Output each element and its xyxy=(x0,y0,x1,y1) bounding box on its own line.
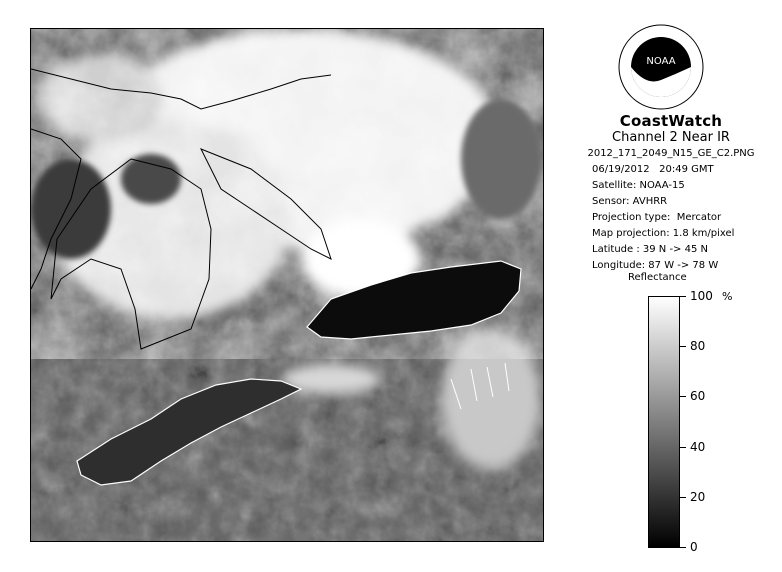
channel-label: Channel 2 Near IR xyxy=(612,130,730,145)
noaa-logo xyxy=(618,24,704,110)
colorbar-tick-label: 40 xyxy=(690,439,706,454)
sensor-label: Sensor: AVHRR xyxy=(592,196,668,207)
logo-text: NOAA xyxy=(646,56,676,67)
longitude-label: Longitude: 87 W -> 78 W xyxy=(592,260,719,271)
colorbar-tick xyxy=(680,296,686,297)
legend-unit: % xyxy=(722,290,733,303)
satellite-image xyxy=(31,29,544,542)
colorbar-tick xyxy=(680,547,686,548)
legend-title: Reflectance xyxy=(628,272,687,283)
datetime-label: 06/19/2012 20:49 GMT xyxy=(592,164,714,175)
colorbar-tick-label: 100 xyxy=(690,289,713,303)
colorbar-tick-label: 20 xyxy=(690,489,706,504)
colorbar-tick xyxy=(680,447,686,448)
image-filename: 2012_171_2049_N15_GE_C2.PNG xyxy=(587,148,755,159)
reflectance-colorbar xyxy=(648,296,680,548)
colorbar-tick xyxy=(680,346,686,347)
colorbar-tick xyxy=(680,396,686,397)
colorbar-tick-label: 60 xyxy=(690,389,706,404)
latitude-label: Latitude : 39 N -> 45 N xyxy=(592,244,708,255)
app-title: CoastWatch xyxy=(619,112,723,130)
resolution-label: Map projection: 1.8 km/pixel xyxy=(592,228,735,239)
colorbar-tick-label: 80 xyxy=(690,339,706,354)
satellite-map[interactable] xyxy=(30,28,544,542)
colorbar-tick-label: 0 xyxy=(690,540,698,554)
satellite-label: Satellite: NOAA-15 xyxy=(592,180,685,191)
projection-label: Projection type: Mercator xyxy=(592,212,722,223)
colorbar-tick xyxy=(680,497,686,498)
